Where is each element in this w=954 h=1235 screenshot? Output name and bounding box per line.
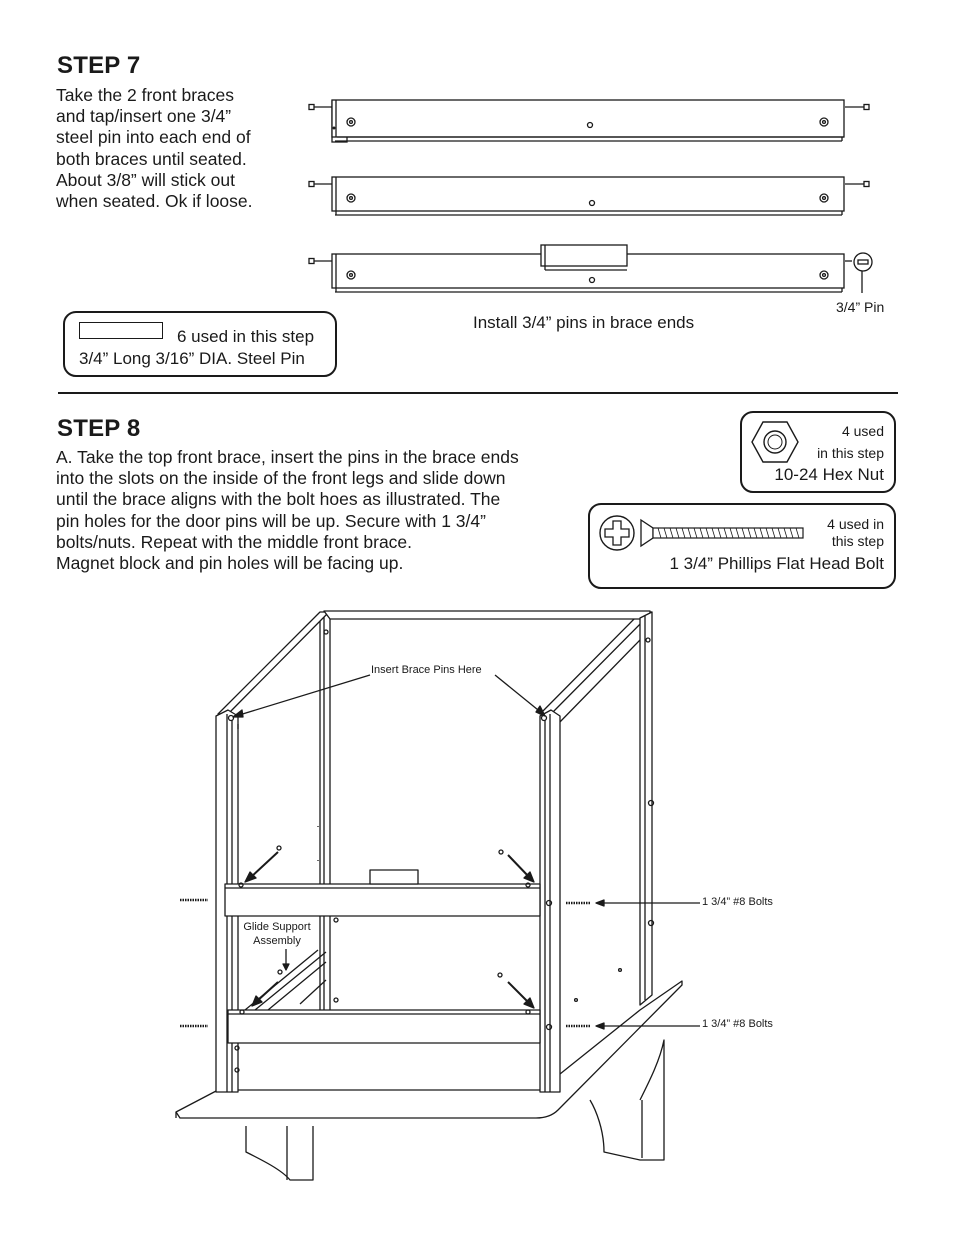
hex-nut-qty-2: in this step (817, 445, 884, 461)
front-brace-3 (309, 245, 872, 293)
step8-title: STEP 8 (57, 415, 141, 442)
hex-nut-qty-1: 4 used (841, 423, 884, 439)
pin-qty: 6 used in this step (177, 327, 315, 346)
step7-line: both braces until seated. (56, 148, 247, 169)
glide-support-label-line: Glide Support (243, 921, 311, 933)
hex-nut-icon (750, 420, 800, 464)
bolt-parts-box (588, 503, 896, 589)
pin-callout: 3/4” Pin (836, 299, 885, 315)
pin-parts-box (63, 311, 337, 377)
step8-instructions (56, 447, 576, 574)
glide-support-label (234, 920, 320, 948)
insert-pins-label: Insert Brace Pins Here (371, 664, 482, 676)
step8-line: bolts/nuts. Repeat with the middle front brace. (56, 531, 413, 552)
step7-line: About 3/8” will stick out (56, 169, 235, 190)
step8-line: into the slots on the inside of the front legs and slide down (56, 468, 506, 489)
step7-caption: Install 3/4” pins in brace ends (473, 313, 695, 332)
step7-line: and tap/insert one 3/4” (56, 106, 232, 127)
step8-line: Magnet block and pin holes will be facing up. (56, 553, 404, 574)
step8-line: A. Take the top front brace, insert the pins in the brace ends (56, 447, 519, 467)
steel-pin-icon (79, 322, 163, 339)
step7-title: STEP 7 (57, 52, 141, 79)
front-brace-1 (309, 100, 869, 142)
glide-support-label-line: Assembly (253, 935, 301, 947)
bolt-name: 1 3/4” Phillips Flat Head Bolt (669, 554, 884, 573)
step8-line: until the brace aligns with the bolt hoes as illustrated. The (56, 489, 501, 510)
bolt-qty-1: 4 used in (827, 516, 884, 532)
bolts-label-bottom: 1 3/4” #8 Bolts (702, 1018, 773, 1030)
phillips-bolt-icon (598, 513, 808, 553)
step7-line: steel pin into each end of (56, 127, 251, 148)
front-brace-2 (309, 177, 869, 215)
section-divider (58, 392, 898, 394)
hex-nut-parts-box (740, 411, 896, 493)
step8-line: pin holes for the door pins will be up. Secure with 1 3/4” (56, 510, 486, 531)
pin-name: 3/4” Long 3/16” DIA. Steel Pin (79, 349, 305, 368)
bolts-label-top: 1 3/4” #8 Bolts (702, 896, 773, 908)
bolt-qty-2: this step (831, 533, 884, 549)
step7-line: when seated. Ok if loose. (56, 191, 253, 212)
hex-nut-name: 10-24 Hex Nut (774, 465, 884, 484)
step7-line: Take the 2 front braces (56, 85, 235, 105)
